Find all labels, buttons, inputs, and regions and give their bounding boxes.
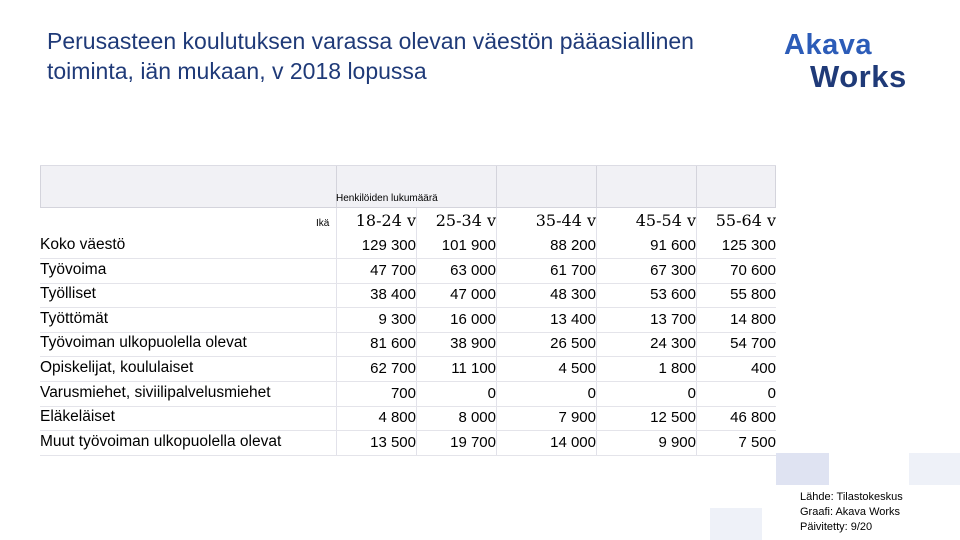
row-divider: [40, 332, 776, 333]
decorative-block: [909, 453, 960, 485]
row-divider: [40, 258, 776, 259]
table-cell: 81 600: [370, 335, 416, 353]
table-cell: 11 100: [451, 360, 496, 377]
table-cell: 48 300: [550, 286, 596, 304]
table-cell: 24 300: [650, 335, 696, 353]
table-cell: 12 500: [650, 409, 696, 427]
row-label: Varusmiehet, siviilipalvelusmiehet: [40, 383, 271, 401]
table-cell: 400: [750, 360, 776, 377]
table-cell: 38 400: [370, 286, 416, 304]
table-cell: 91 600: [650, 237, 696, 254]
table-cell: 67 300: [650, 261, 696, 279]
row-label: Työlliset: [40, 285, 96, 303]
table-cell: 8 000: [458, 409, 496, 427]
table-cell: 7 500: [738, 433, 776, 451]
table-cell: 0: [687, 384, 696, 402]
table-cell: 26 500: [550, 335, 596, 353]
table-cell: 129 300: [361, 237, 416, 254]
table-cell: 63 000: [450, 261, 496, 279]
table-cell: 4 800: [378, 409, 416, 427]
table-cell: 53 600: [650, 286, 696, 304]
table-cell: 4 500: [558, 360, 596, 377]
row-label: Työttömät: [40, 309, 109, 327]
row-label: Opiskelijat, koululaiset: [40, 359, 194, 376]
row-divider: [40, 430, 776, 431]
table-cell: 54 700: [730, 335, 776, 353]
source-note: [800, 490, 903, 535]
updated-line: Päivitetty: 9/20: [800, 521, 873, 533]
column-header: 55-64 v: [715, 211, 776, 230]
table-cell: 16 000: [450, 310, 496, 328]
table-cell: 38 900: [450, 335, 496, 353]
table-cell: 13 700: [650, 310, 696, 328]
row-label: Koko väestö: [40, 236, 126, 253]
table-cell: 13 500: [370, 433, 416, 451]
source-line: Lähde: Tilastokeskus: [800, 491, 903, 503]
table-cell: 0: [487, 384, 496, 402]
row-divider: [40, 307, 776, 308]
row-divider: [40, 356, 776, 357]
table-cell: 61 700: [550, 261, 596, 279]
chart-credit-line: Graafi: Akava Works: [800, 506, 901, 518]
table-cell: 88 200: [550, 237, 596, 254]
column-header: 25-34 v: [435, 211, 496, 230]
table-cell: 0: [587, 384, 596, 402]
table-cell: 14 800: [730, 310, 776, 328]
table-cell: 62 700: [370, 360, 416, 377]
table-cell: 7 900: [558, 409, 596, 427]
table-cell: 1 800: [658, 360, 696, 377]
decorative-block: [710, 508, 762, 540]
page-title: Perusasteen koulutuksen varassa olevan väestön pääasiallinen toiminta, iän mukaan, v 2018 lopussa: [47, 28, 694, 84]
row-divider: [40, 283, 776, 284]
table-cell: 70 600: [730, 261, 776, 279]
row-label: Muut työvoiman ulkopuolella olevat: [40, 432, 282, 450]
row-divider: [40, 381, 776, 382]
row-divider: [40, 455, 776, 456]
logo-line-2: Works: [810, 59, 907, 94]
row-label: Työvoiman ulkopuolella olevat: [40, 334, 247, 352]
table-cell: 47 700: [370, 261, 416, 279]
table-cell: 13 400: [550, 310, 596, 328]
row-divider: [40, 406, 776, 407]
column-header: 45-54 v: [635, 211, 696, 230]
akava-works-logo: [784, 30, 924, 94]
table-cell: 46 800: [730, 409, 776, 427]
units-label: Henkilöiden lukumäärä: [336, 193, 438, 204]
logo-line-1: Akava: [784, 29, 872, 61]
table-cell: 14 000: [550, 433, 596, 451]
column-header: 35-44 v: [535, 211, 596, 230]
table-cell: 0: [767, 384, 776, 402]
age-label: Ikä: [316, 218, 330, 229]
table-cell: 47 000: [450, 286, 496, 304]
column-header: 18-24 v: [355, 211, 416, 230]
table-cell: 101 900: [441, 237, 496, 254]
table-cell: 9 900: [658, 433, 696, 451]
decorative-block: [776, 453, 829, 485]
table-cell: 700: [390, 384, 416, 402]
table-cell: 19 700: [450, 433, 496, 451]
row-label: Työvoima: [40, 260, 107, 278]
table-cell: 9 300: [378, 310, 416, 328]
row-label: Eläkeläiset: [40, 408, 115, 426]
table-cell: 55 800: [730, 286, 776, 304]
table-cell: 125 300: [721, 237, 776, 254]
